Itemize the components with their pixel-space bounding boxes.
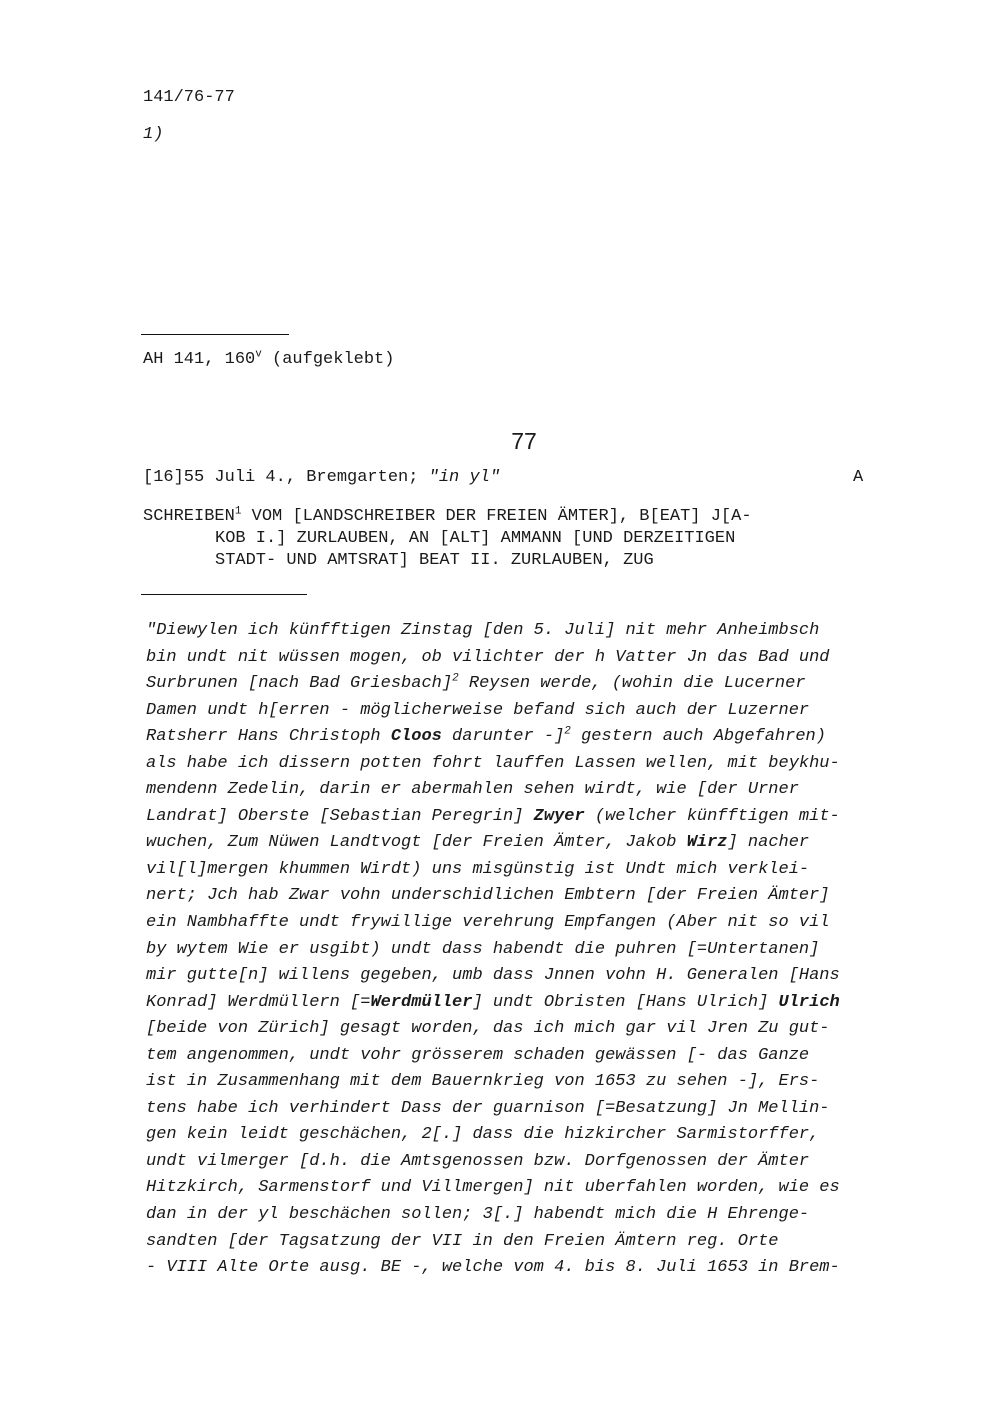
body-line: Damen undt h[erren - möglicherweise befand sich auch der Luzerner — [146, 700, 810, 720]
body-line: ein Nambhaffte undt frywillige verehrung Empfangen (Aber nit so vil — [146, 913, 830, 933]
body-text: ] undt Obristen [Hans Ulrich] — [472, 992, 779, 1012]
date-place: [16]55 Juli 4., Bremgarten; — [143, 468, 429, 487]
body-line: als habe ich dissern potten fohrt lauffen Lassen wellen, mit beykhu- — [146, 753, 840, 773]
body-line: mir gutte[n] willens gegeben, umb dass Jnnen vohn H. Generalen [Hans — [146, 966, 840, 986]
body-line: [beide von Zürich] gesagt worden, das ich mich gar vil Jren Zu gut- — [146, 1019, 830, 1039]
body-line — [146, 724, 926, 751]
source-text: AH 141, 160 — [143, 350, 256, 369]
date-place-line — [143, 468, 500, 487]
person-name: Werdmüller — [370, 992, 473, 1012]
classification-letter: A — [853, 468, 864, 487]
body-text: Surbrunen [nach Bad Griesbach] — [146, 674, 453, 694]
body-text: (welcher künfftigen mit- — [584, 806, 840, 826]
footnote-sup: 2 — [564, 725, 571, 738]
body-text: gestern auch Abgefahren) — [570, 727, 826, 747]
date-place-quote: "in yl" — [428, 468, 501, 487]
body-line: vil[l]mergen khummen Wirdt) uns misgünstig ist Undt mich verklei- — [146, 859, 810, 879]
footnote-separator — [141, 334, 289, 335]
body-line: tem angenommen, undt vohr grösserem schaden gewässen [- das Ganze — [146, 1045, 810, 1065]
body-line: "Diewylen ich künfftigen Zinstag [den 5. Juli] nit mehr Anheimbsch — [146, 621, 820, 640]
body-text: wuchen, Zum Nüwen Landtvogt [der Freien Ämter, Jakob — [146, 833, 687, 853]
body-text: ] nacher — [727, 833, 810, 853]
source-note — [143, 350, 394, 369]
title-line-2: KOB I.] ZURLAUBEN, AN [ALT] AMMANN [UND DERZEITIGEN — [215, 529, 736, 548]
source-folio-sup: v — [255, 348, 262, 361]
footnote-marker: 1) — [143, 125, 164, 144]
title-line-1-text: SCHREIBEN — [143, 507, 235, 526]
body-line: - VIII Alte Orte ausg. BE -, welche vom 4. bis 8. Juli 1653 in Brem- — [146, 1258, 840, 1278]
footnote-sup: 2 — [452, 672, 459, 685]
body-line: mendenn Zedelin, darin er abermahlen sehen wirdt, wie [der Urner — [146, 780, 799, 800]
body-line — [146, 804, 926, 831]
title-line-1-rest: VOM [LANDSCHREIBER DER FREIEN ÄMTER], B[EAT] J[A- — [241, 507, 752, 526]
document-number: 77 — [511, 428, 537, 454]
body-line: ist in Zusammenhang mit dem Bauernkrieg von 1653 zu sehen -], Ers- — [146, 1072, 820, 1092]
body-line: by wytem Wie er usgibt) undt dass habendt die puhren [=Untertanen] — [146, 939, 820, 959]
letter-body — [146, 618, 926, 1282]
body-line: sandten [der Tagsatzung der VII in den Freien Ämtern reg. Orte — [146, 1231, 779, 1251]
title-line-1 — [143, 507, 752, 526]
title-footnote-sup: 1 — [234, 505, 242, 518]
person-name: Zwyer — [533, 806, 585, 826]
body-text: Landrat] Oberste [Sebastian Peregrin] — [146, 806, 534, 826]
body-line — [146, 671, 926, 698]
body-line: Hitzkirch, Sarmenstorf und Villmergen] nit uberfahlen worden, wie es — [146, 1178, 840, 1198]
body-text: Ratsherr Hans Christoph — [146, 727, 391, 747]
body-text: darunter -] — [441, 727, 565, 747]
body-text: Reysen werde, (wohin die Lucerner — [458, 674, 806, 694]
title-line-3: STADT- UND AMTSRAT] BEAT II. ZURLAUBEN, ZUG — [215, 551, 654, 570]
body-line: gen kein leidt geschächen, 2[.] dass die hizkircher Sarmistorffer, — [146, 1125, 820, 1145]
body-line: undt vilmerger [d.h. die Amtsgenossen bzw. Dorfgenossen der Ämter — [146, 1151, 810, 1171]
person-name: Cloos — [390, 727, 442, 747]
body-line: nert; Jch hab Zwar vohn underschidlichen Embtern [der Freien Ämter] — [146, 886, 830, 906]
body-line: tens habe ich verhindert Dass der guarnison [=Besatzung] Jn Mellin- — [146, 1098, 830, 1118]
title-separator — [141, 594, 307, 595]
body-line: dan in der yl beschächen sollen; 3[.] habendt mich die H Ehrenge- — [146, 1205, 810, 1225]
document-reference: 141/76-77 — [143, 88, 235, 107]
body-line — [146, 990, 926, 1017]
body-line: bin undt nit wüssen mogen, ob vilichter der h Vatter Jn das Bad und — [146, 647, 830, 667]
body-line — [146, 830, 926, 857]
person-name: Ulrich — [778, 992, 840, 1012]
body-text: Konrad] Werdmüllern [= — [146, 992, 371, 1012]
source-suffix: (aufgeklebt) — [261, 350, 395, 369]
person-name: Wirz — [686, 833, 728, 853]
